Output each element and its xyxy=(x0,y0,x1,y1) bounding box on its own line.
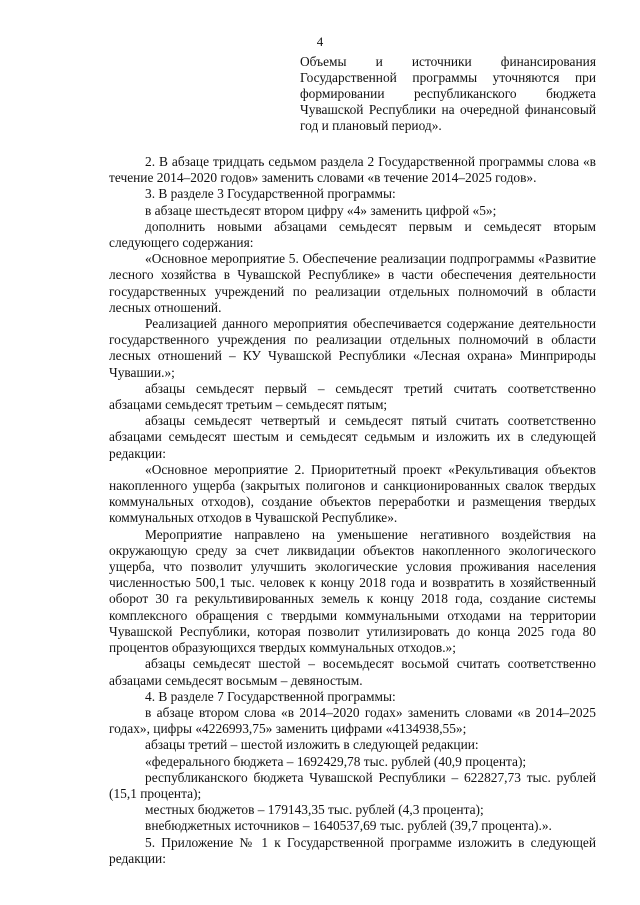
paragraph: абзацы семьдесят шестой – восемьдесят восьмой считать соответственно абзацами семьдесят восьмым – девяностым. xyxy=(109,656,596,688)
paragraph: Реализацией данного мероприятия обеспечивается содержание деятельности государственного учреждения по реализации отдельных полномочий в области лесных отношений – КУ Чувашской Республики «Лесная охрана» Минприроды Чувашии.»; xyxy=(109,316,596,380)
paragraph: 3. В разделе 3 Государственной программы: xyxy=(145,186,396,202)
paragraph: 2. В абзаце тридцать седьмом раздела 2 Государственной программы слова «в течение 2014–2020 годов» заменить словами «в течение 2014–2025 годов». xyxy=(109,154,596,186)
paragraph: 5. Приложение № 1 к Государственной программе изложить в следующей редакции: xyxy=(109,834,596,866)
paragraph: «Основное мероприятие 2. Приоритетный проект «Рекультивация объектов накопленного ущерба (закрытых полигонов и санкционированных свалок твердых коммунальных отходов), создание объектов переработки и размещения твердых коммунальных отходов в Чувашской Республике». xyxy=(109,461,596,526)
paragraph: республиканского бюджета Чувашской Республики – 622827,73 тыс. рублей (15,1 процента); xyxy=(109,769,596,801)
paragraph: в абзаце шестьдесят втором цифру «4» заменить цифрой «5»; xyxy=(145,202,497,218)
page-number: 4 xyxy=(316,34,324,49)
paragraph: Мероприятие направлено на уменьшение негативного воздействия на окружающую среду за счет ликвидации объектов накопленного экологического ущерба, что позволит улучшить экологические условия проживания населения численностью 500,1 тыс. человек к концу 2018 года и возвратить в хозяйственный оборот 30 га рекультивированных земель к концу 2018 года, создание системы комплексного обращения с твердыми коммунальными отходами на территории Чувашской Республики, которая позволит утилизировать до конца 2025 года 80 процентов образующихся твердых коммунальных отходов.»; xyxy=(109,526,596,656)
paragraph: 4. В разделе 7 Государственной программы: xyxy=(145,688,396,704)
paragraph: «Основное мероприятие 5. Обеспечение реализации подпрограммы «Развитие лесного хозяйства в Чувашской Республике» в части обеспечения деятельности государственных учреждений по реализации отдельных полномочий в области лесных отношений. xyxy=(109,251,596,315)
paragraph: абзацы семьдесят четвертый и семьдесят пятый считать соответственно абзацами семьдесят шестым и семьдесят седьмым и изложить их в следующей редакции: xyxy=(109,413,596,461)
paragraph: «федерального бюджета – 1692429,78 тыс. рублей (40,9 процента); xyxy=(145,753,527,769)
paragraph: местных бюджетов – 179143,35 тыс. рублей (4,3 процента); xyxy=(145,802,484,818)
funding-note: Объемы и источники финансирования Государственной программы уточняются при формировании республиканского бюджета Чувашской Республики на очередной финансовый год и плановый период». xyxy=(300,54,596,133)
paragraph: дополнить новыми абзацами семьдесят первым и семьдесят вторым следующего содержания: xyxy=(109,218,596,251)
paragraph: в абзаце втором слова «в 2014–2020 годах» заменить словами «в 2014–2025 годах», цифры «4226993,75» заменить цифрами «4134938,55»; xyxy=(109,704,596,737)
paragraph: абзацы третий – шестой изложить в следующей редакции: xyxy=(145,737,479,753)
document-body xyxy=(109,154,596,867)
paragraph: внебюджетных источников – 1640537,69 тыс. рублей (39,7 процента).». xyxy=(145,818,552,834)
paragraph: абзацы семьдесят первый – семьдесят третий считать соответственно абзацами семьдесят третьим – семьдесят пятым; xyxy=(109,380,596,413)
